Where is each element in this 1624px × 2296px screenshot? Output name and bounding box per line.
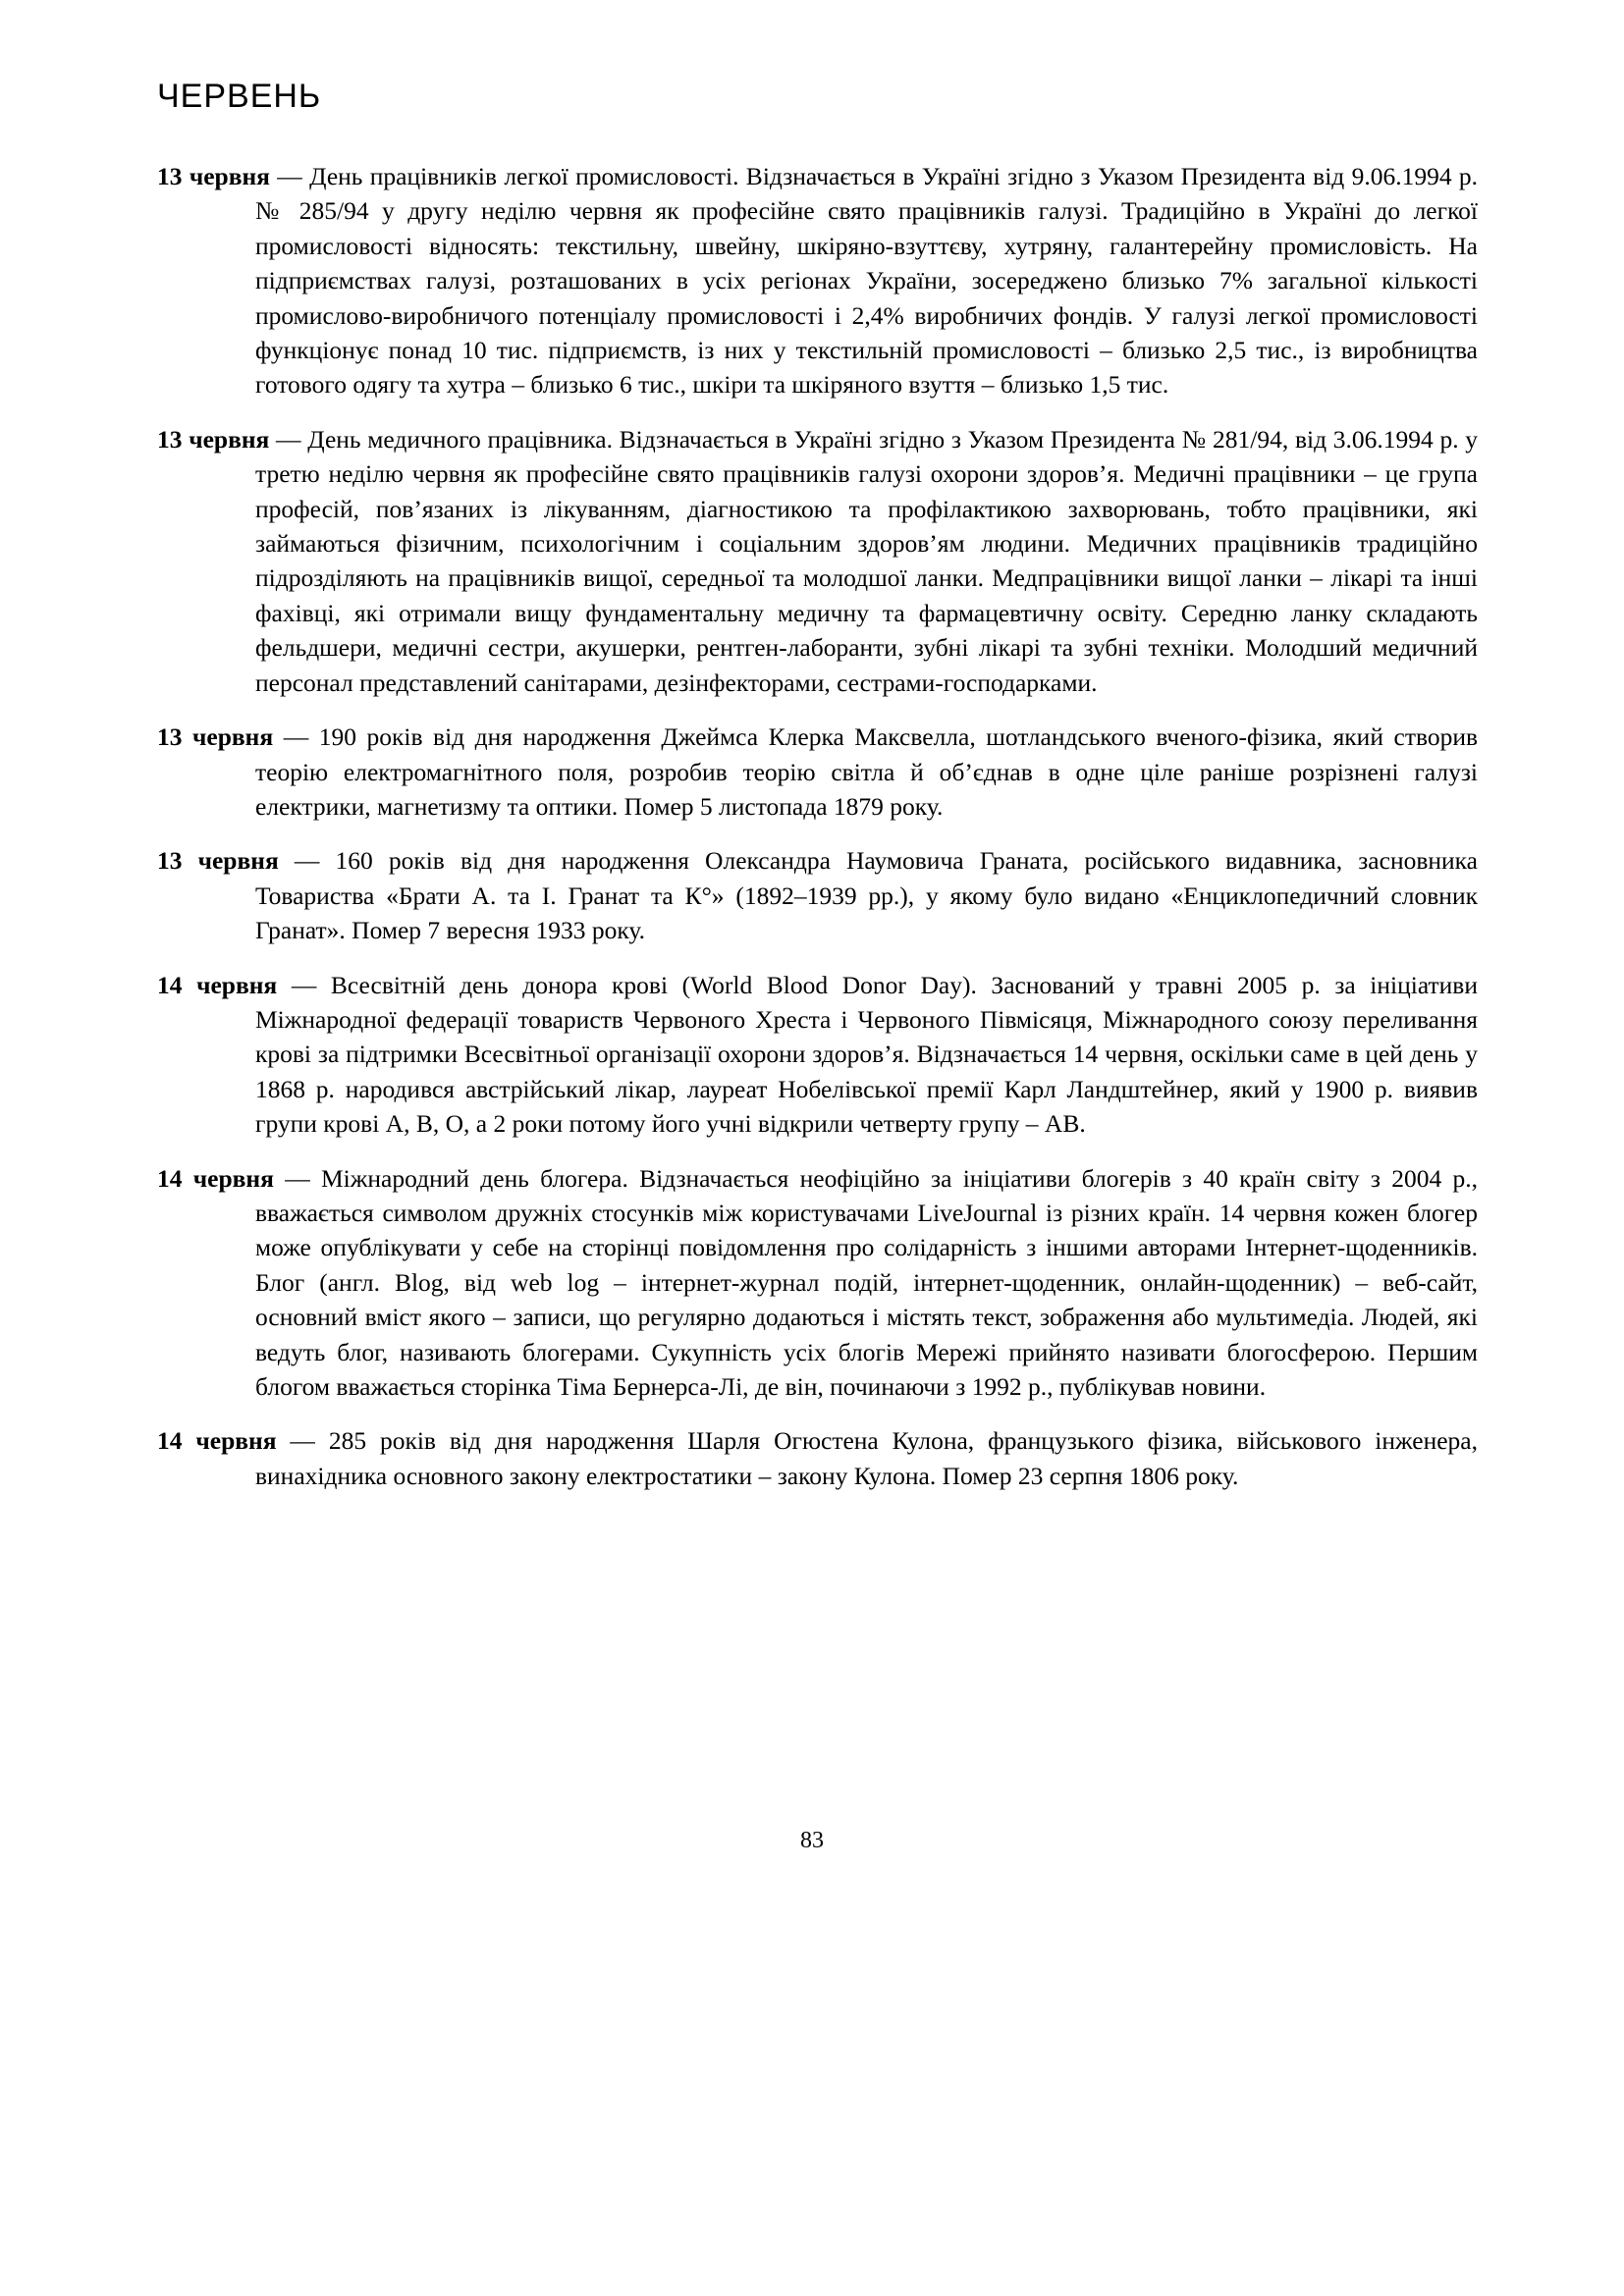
entry-dash: — bbox=[277, 162, 302, 190]
entry-date: 13 червня bbox=[157, 424, 270, 454]
entry-text: Міжнародний день блогера. Відзначається неофіційно за ініціативи блогерів з 40 країн світу з 2004 р., вважається символом дружніх стосунків між користувачами LiveJournal із різних країн. 14 червня кожен блогер може опублікувати у себе на сторінці повідомлення про солідарність з іншими авторами Інтернет-щоденників. Блог (англ. Blog, від web log – інтернет-журнал подій, інтернет-щоденник, онлайн-щоденник) – веб-сайт, основний вміст якого – записи, що регулярно додаються і містять текст, зображення або мультимедіа. Людей, які ведуть блог, називають блогерами. Сукупність усіх блогів Мережі прийнято називати блогосферою. Першим блогом вважається сторінка Тіма Бернерса-Лі, де він, починаючи з 1992 р., публікував новини. bbox=[255, 1163, 1479, 1401]
entry-blogger-day bbox=[157, 1161, 1478, 1405]
entry-date: 13 червня bbox=[157, 846, 279, 876]
entry-blood-donor-day bbox=[157, 968, 1478, 1142]
entry-dash: — bbox=[283, 722, 309, 752]
entry-date: 14 червня bbox=[157, 1163, 274, 1193]
entry-dash: — bbox=[294, 846, 320, 876]
entry-coulomb bbox=[157, 1423, 1478, 1493]
entry-maxwell bbox=[157, 720, 1478, 824]
entry-dash: — bbox=[291, 970, 317, 999]
entry-text: День працівників легкої промисловості. Відзначається в Україні згідно з Указом Президента від 9.06.1994 р. № 285/94 у другу неділю червня як професійне свято працівників галузі. Традиційно в Україні до легкої промисловості відносять: текстильну, швейну, шкіряно-взуттєву, хутряну, галантерейну промисловість. На підприємствах галузі, розташованих в усіх регіонах України, зосереджено близько 7% загальної кількості промислово-виробничого потенціалу промисловості і 2,4% виробничих фондів. У галузі легкої промисловості функціонує понад 10 тис. підприємств, із них у текстильній промисловості – близько 2,5 тис., із виробництва готового одягу та хутра – близько 6 тис., шкіри та шкіряного взуття – близько 1,5 тис. bbox=[255, 162, 1479, 400]
entry-text: День медичного працівника. Відзначається в Україні згідно з Указом Президента № 281/94, від 3.06.1994 р. у третю неділю червня як професійне свято працівників галузі охорони здоров’я. Медичні працівники – це група професій, пов’язаних із лікуванням, діагностикою та профілактикою захворювань, тобто працівники, які займаються фізичним, психологічним і соціальним здоров’ям людини. Медичних працівників традиційно підрозділяють на працівників вищої, середньої та молодшої ланки. Медпрацівники вищої ланки – лікарі та інші фахівці, які отримали вищу фундаментальну медичну та фармацевтичну освіту. Середню ланку складають фельдшери, медичні сестри, акушерки, рентген-лаборанти, зубні лікарі та зубні техніки. Молодший медичний персонал представлений санітарами, дезінфекторами, сестрами-господарками. bbox=[255, 424, 1479, 697]
page-title: ЧЕРВЕНЬ bbox=[157, 78, 322, 115]
page-content bbox=[157, 77, 1478, 1513]
entry-medical-worker-day bbox=[157, 422, 1478, 700]
entry-text: Всесвітній день донора крові (World Blood Donor Day). Заснований у травні 2005 р. за ініціативи Міжнародної федерації товариств Червоного Хреста і Червоного Півмісяця, Міжнародного союзу переливання крові за підтримки Всесвітньої організації охорони здоров’я. Відзначається 14 червня, оскільки саме в цей день у 1868 р. народився австрійський лікар, лауреат Нобелівської премії Карл Ландштейнер, який у 1900 р. виявив групи крові А, В, О, а 2 роки потому його учні відкрили четверту групу – АВ. bbox=[255, 970, 1478, 1139]
entry-dash: — bbox=[285, 1163, 310, 1193]
entry-light-industry-day bbox=[157, 159, 1478, 402]
entry-text: 190 років від дня народження Джеймса Клерка Максвелла, шотландського вченого-фізика, який створив теорію електромагнітного поля, розробив теорію світла й об’єднав в одне ціле раніше розрізнені галузі електрики, магнетизму та оптики. Помер 5 листопада 1879 року. bbox=[255, 722, 1479, 821]
entry-dash: — bbox=[276, 424, 301, 454]
entry-dash: — bbox=[290, 1426, 315, 1456]
entry-date: 14 червня bbox=[157, 970, 278, 999]
entry-text: 160 років від дня народження Олександра Наумовича Граната, російського видавника, засновника Товариства «Брати А. та І. Гранат та К°» (1892–1939 рр.), у якому було видано «Енциклопедичний словник Гранат». Помер 7 вересня 1933 року. bbox=[255, 846, 1478, 945]
entry-granat bbox=[157, 843, 1478, 947]
page-number: 83 bbox=[800, 1828, 824, 1853]
entry-date: 13 червня bbox=[157, 722, 274, 752]
entry-date: 13 червня bbox=[157, 162, 270, 190]
entry-date: 14 червня bbox=[157, 1426, 277, 1456]
entry-text: 285 років від дня народження Шарля Огюстена Кулона, французького фізика, військового інженера, винахідника основного закону електростатики – закону Кулона. Помер 23 серпня 1806 року. bbox=[255, 1426, 1478, 1490]
